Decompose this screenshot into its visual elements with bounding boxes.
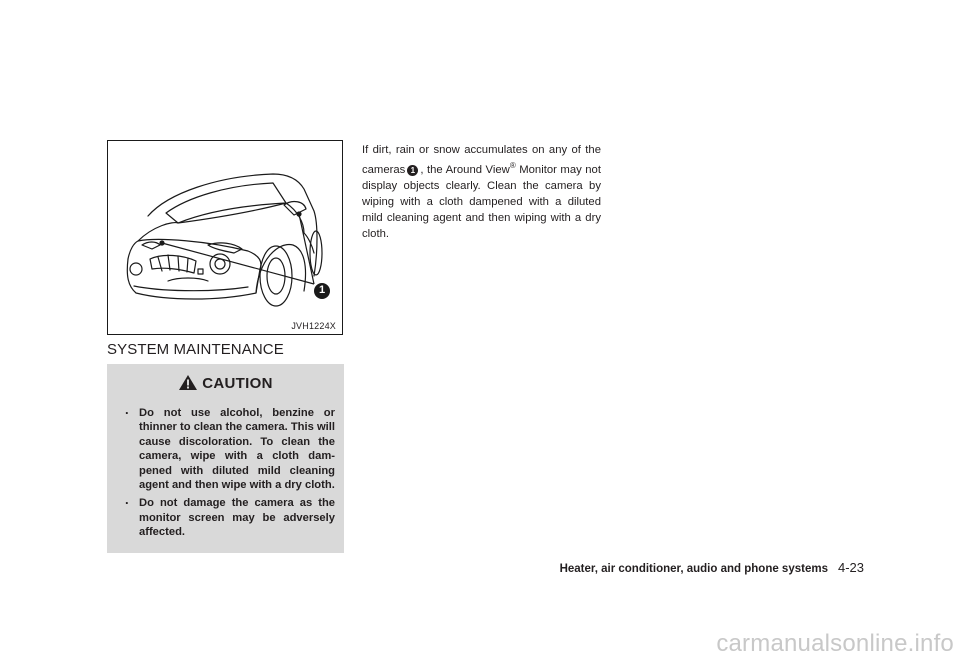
camera-location-figure <box>107 140 343 335</box>
maintenance-paragraph <box>362 142 601 242</box>
figure-code: JVH1224X <box>291 321 336 331</box>
registered-mark: ® <box>509 161 516 170</box>
caution-item-2: . Do not damage the camera as the monitor screen may be adversely affected. <box>121 496 335 539</box>
footer-section-title: Heater, air conditioner, audio and phone systems <box>559 563 828 575</box>
callout-1-inline: 1 <box>407 165 418 176</box>
warning-triangle-icon <box>178 374 198 391</box>
page-number: 4-23 <box>837 560 864 575</box>
caution-heading <box>107 374 344 392</box>
caution-list <box>121 406 335 544</box>
section-title: SYSTEM MAINTENANCE <box>107 341 284 358</box>
paragraph-part-3: Monitor may not display objects clearly. Clean the camera by wiping with a cloth dampened with a diluted mild cleaning agent and then wiping with a dry cloth. <box>362 163 601 240</box>
caution-item-1: . Do not use alcohol, benzine or thinner to clean the camera. This will cause discoloration. To clean the camera, wipe with a cloth dam-pened with diluted mild cleaning agent and then wipe with a dry cloth. <box>121 406 335 492</box>
paragraph-part-1: If dirt, rain or snow accumulates on any of the cameras <box>362 144 601 176</box>
page-footer <box>560 560 864 575</box>
caution-box <box>107 364 344 553</box>
callout-1-number: 1 <box>318 284 326 296</box>
paragraph-part-2: , the Around View <box>420 163 510 176</box>
caution-label: CAUTION <box>202 375 273 392</box>
car-illustration <box>108 141 342 334</box>
watermark: carmanualsonline.info <box>716 630 954 657</box>
